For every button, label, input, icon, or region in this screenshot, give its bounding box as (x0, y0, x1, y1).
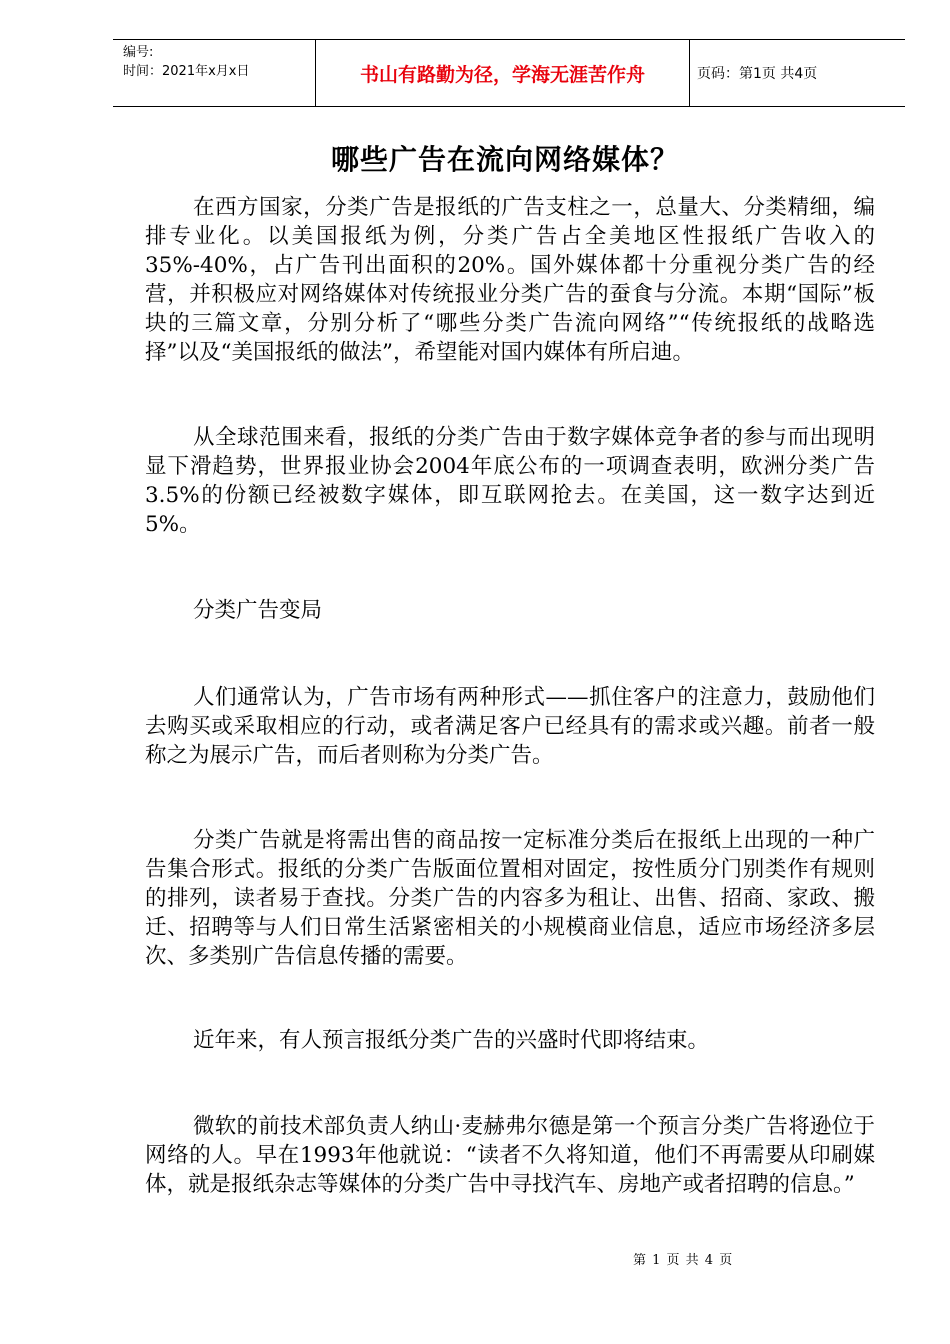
page-footer: 第 1 页 共 4 页 (633, 1253, 734, 1268)
header-number-label: 编号: (123, 45, 154, 60)
paragraph-classified-definition: 分类广告就是将需出售的商品按一定标准分类后在报纸上出现的一种广告集合形式。报纸的分类广告版面位置相对固定，按性质分门别类作有规则的排列，读者易于查找。分类广告的内容多为租让、出售、招商、家政、搬迁、招聘等与人们日常生活紧密相关的小规模商业信息，适应市场经济多层次、多类别广告信息传播的需要。 (145, 828, 875, 969)
section-heading: 分类广告变局 (193, 598, 323, 623)
document-title: 哪些广告在流向网络媒体？ (330, 143, 679, 176)
document-header (113, 39, 905, 107)
paragraph-global-trend: 从全球范围来看，报纸的分类广告由于数字媒体竞争者的参与而出现明显下滑趋势，世界报业协会2004年底公布的一项调查表明，欧洲分类广告3.5%的份额已经被数字媒体，即互联网抢去。在美国，这一数字达到近5%。 (145, 425, 875, 537)
header-motto: 书山有路勤为径，学海无涯苦作舟 (316, 40, 690, 106)
header-page-info: 页码：第1页 共4页 (697, 66, 818, 82)
paragraph-microsoft-quote: 微软的前技术部负责人纳山·麦赫弗尔德是第一个预言分类广告将逊位于网络的人。早在1993年他就说：“读者不久将知道，他们不再需要从印刷媒体，就是报纸杂志等媒体的分类广告中寻找汽车、房地产或者招聘的信息。” (145, 1114, 875, 1197)
header-meta-cell (113, 40, 316, 106)
header-time-label: 时间：2021年x月x日 (123, 64, 250, 79)
paragraph-prediction: 近年来，有人预言报纸分类广告的兴盛时代即将结束。 (193, 1028, 710, 1053)
paragraph-intro: 在西方国家，分类广告是报纸的广告支柱之一，总量大、分类精细，编排专业化。以美国报纸为例，分类广告占全美地区性报纸广告收入的35%-40%，占广告刊出面积的20%。国外媒体都十分重视分类广告的经营，并积极应对网络媒体对传统报业分类广告的蚕食与分流。本期“国际”板块的三篇文章，分别分析了“哪些分类广告流向网络”“传统报纸的战略选择”以及“美国报纸的做法”，希望能对国内媒体有所启迪。 (145, 195, 875, 365)
paragraph-ad-forms: 人们通常认为，广告市场有两种形式——抓住客户的注意力，鼓励他们去购买或采取相应的行动，或者满足客户已经具有的需求或兴趣。前者一般称之为展示广告，而后者则称为分类广告。 (145, 685, 875, 768)
